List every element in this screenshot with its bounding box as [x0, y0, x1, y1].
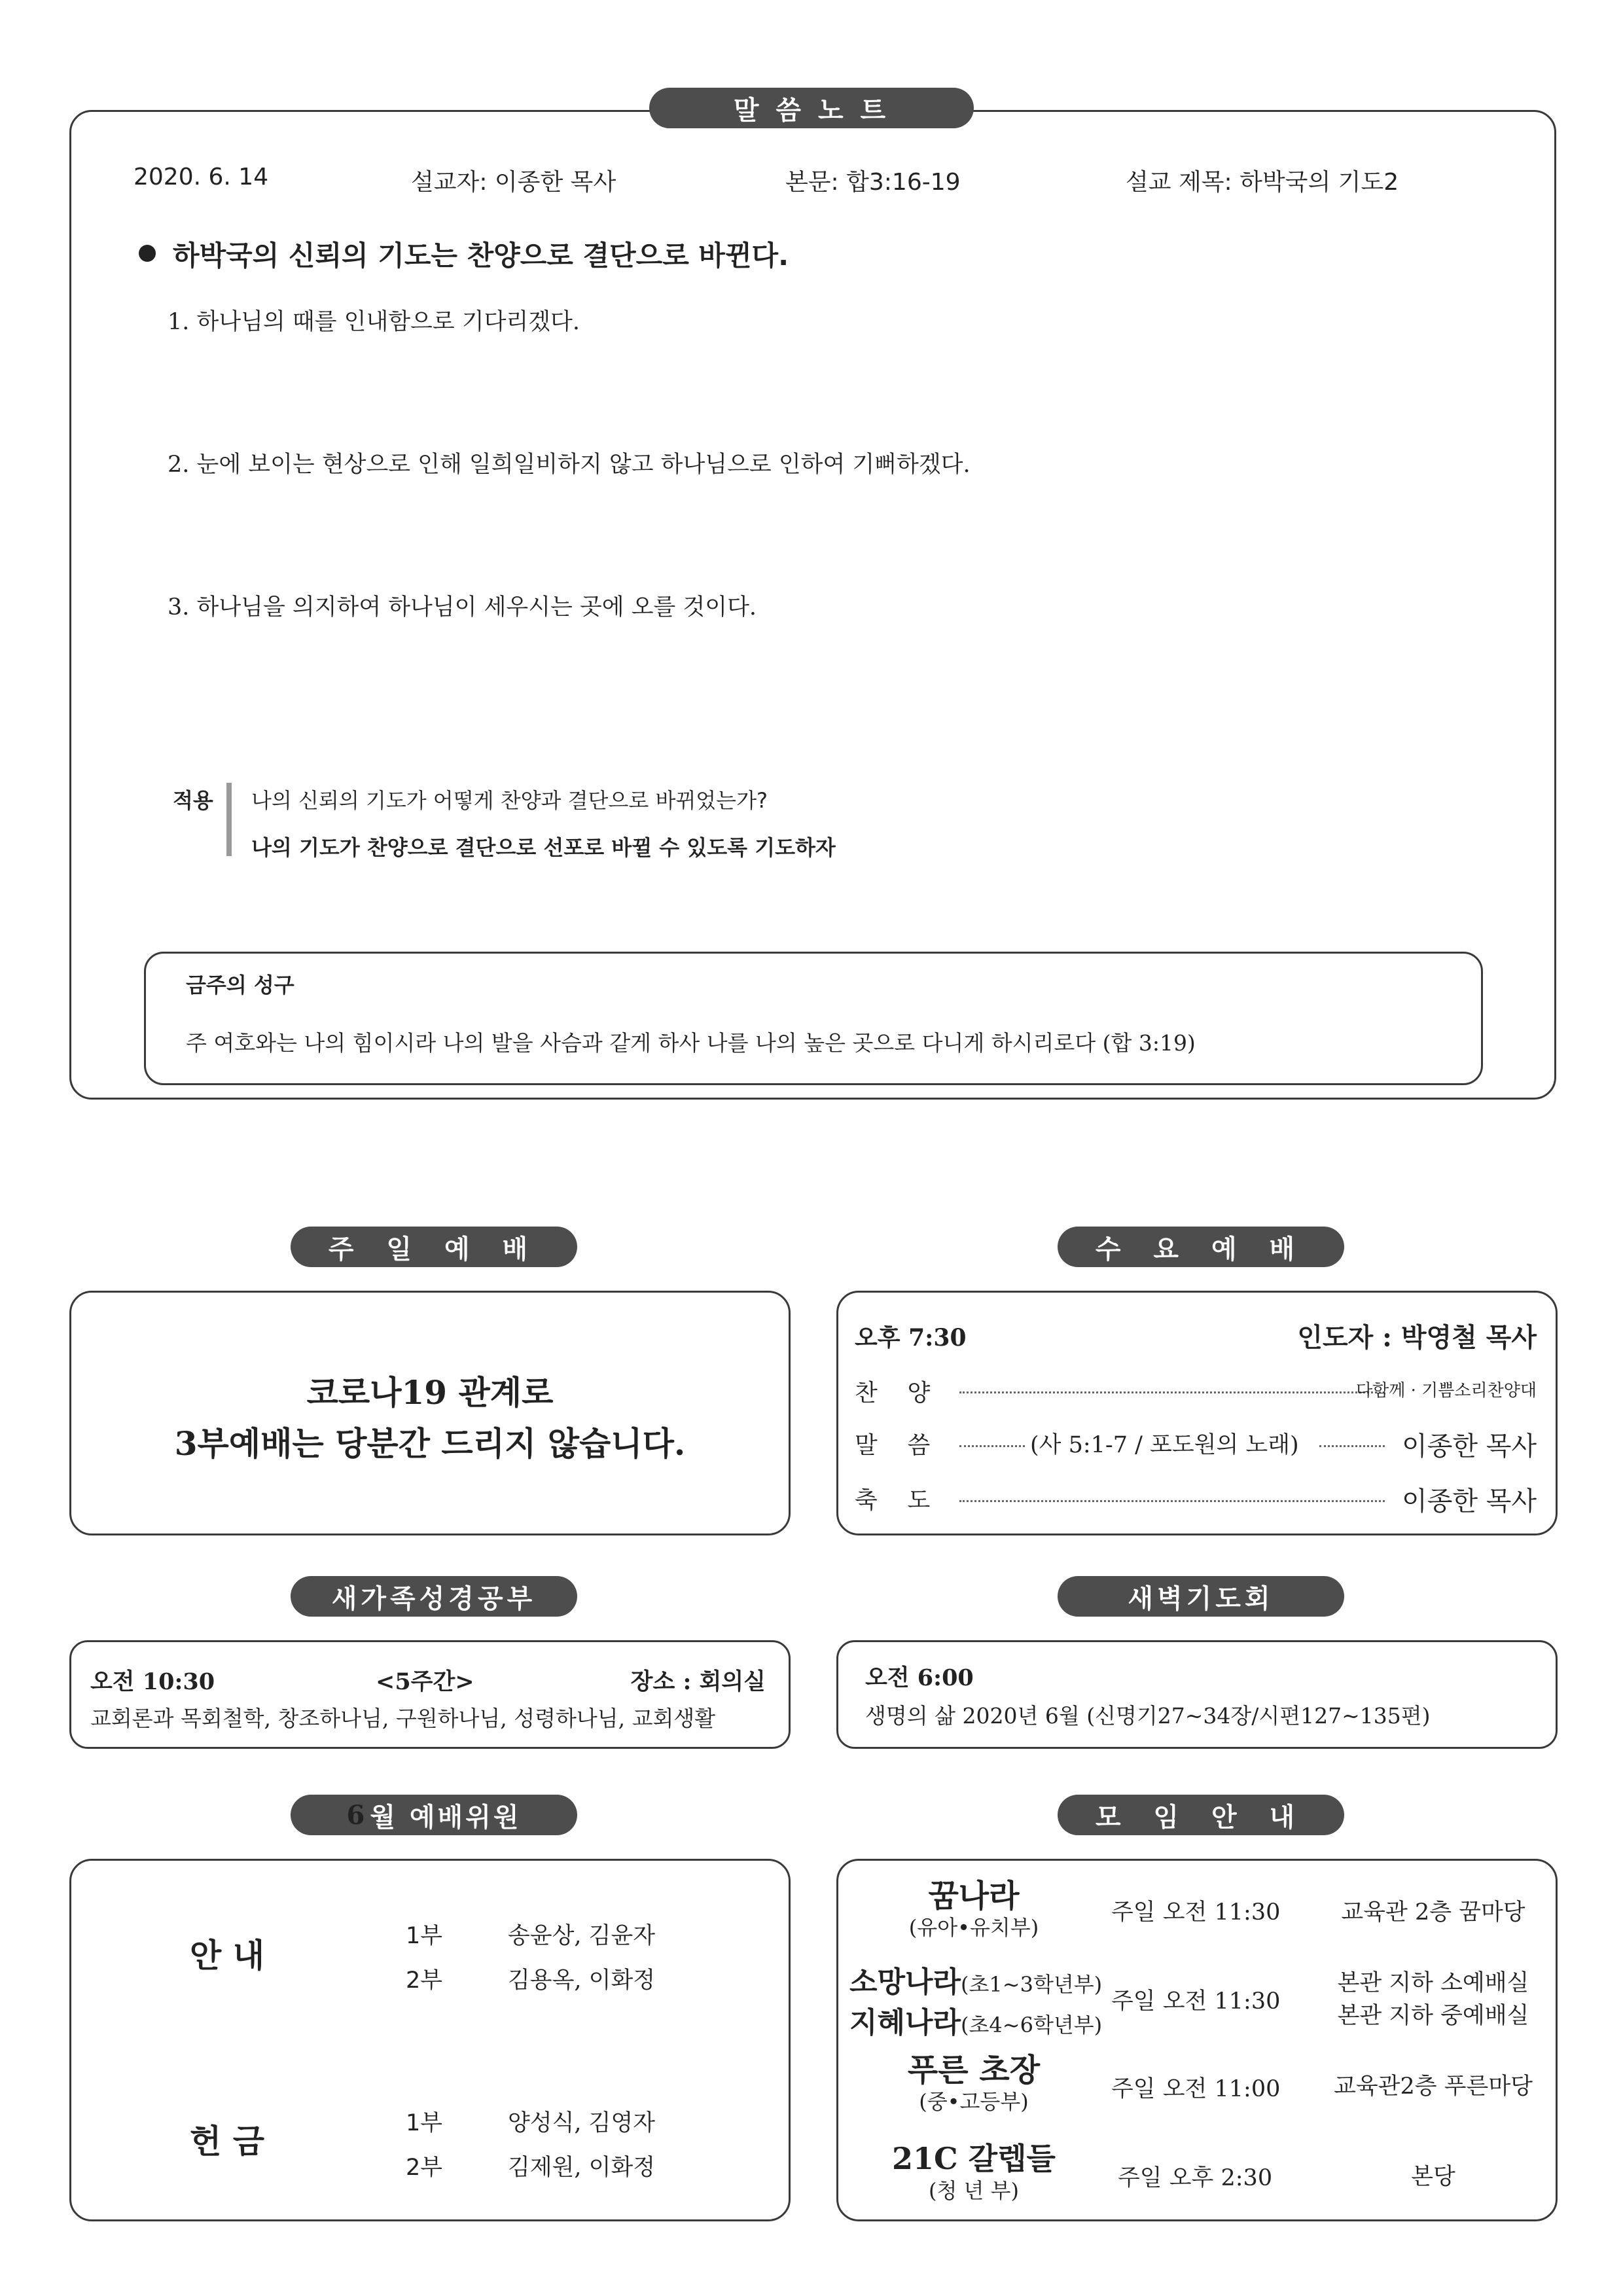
meeting-dreamland-name: 꿈나라 [928, 1878, 1020, 1914]
weekly-verse-text: 주 여호와는 나의 힘이시라 나의 발을 사슴과 같게 하사 나를 나의 높은 곳으로 다니게 하시리로다 (합 3:19) [186, 1030, 1196, 1056]
committee-title-month: 6 [346, 1799, 365, 1831]
committee-title [291, 1795, 577, 1835]
dawn-prayer-time: 오전 6:00 [865, 1664, 974, 1691]
sunday-worship-title: 주 일 예 배 [291, 1227, 577, 1267]
sermon-title: 설교 제목: 하박국의 기도2 [1126, 169, 1399, 196]
apply-label: 적용 [173, 788, 213, 813]
wednesday-row-word-name: 말 씀 [855, 1432, 931, 1459]
sunday-notice-line-1: 코로나19 관계로 [306, 1373, 554, 1412]
committee-usher-part-1: 1부 [406, 1923, 443, 1949]
committee-offering-title: 헌 금 [190, 2122, 265, 2161]
meeting-greenpasture-name: 푸른 초장 [907, 2052, 1041, 2089]
dawn-prayer-box [836, 1640, 1558, 1749]
meeting-caleb-place: 본당 [1411, 2164, 1455, 2190]
wednesday-row-praise-name: 찬 양 [855, 1380, 931, 1407]
committee-title-text: 월 예배위원 [370, 1801, 522, 1833]
wednesday-row-word-dots-right [1319, 1445, 1385, 1447]
wednesday-row-blessing-dots [959, 1500, 1385, 1502]
meeting-wisdom-sub: (초4~6학년부) [961, 2013, 1103, 2037]
wednesday-row-word-middle: (사 5:1-7 / 포도원의 노래) [1030, 1432, 1299, 1458]
meeting-wisdom-name [849, 1999, 1102, 2041]
committee-usher-part-2: 2부 [406, 1967, 443, 1994]
wednesday-row-praise-right: 다함께 · 기쁨소리찬양대 [1356, 1381, 1537, 1401]
new-family-topics: 교회론과 목회철학, 창조하나님, 구원하나님, 성령하나님, 교회생활 [90, 1706, 716, 1731]
meeting-wisdom-place: 본관 지하 중예배실 [1337, 2003, 1529, 2029]
wednesday-worship-title: 수 요 예 배 [1058, 1227, 1344, 1267]
apply-line-2: 나의 기도가 찬양으로 결단으로 선포로 바뀔 수 있도록 기도하자 [251, 835, 836, 860]
wednesday-time: 오후 7:30 [855, 1324, 967, 1352]
meeting-elementary-time: 주일 오전 11:30 [1111, 1988, 1281, 2015]
sermon-note-title: 말 씀 노 트 [649, 88, 974, 128]
meeting-hope-name [849, 1958, 1102, 2000]
wednesday-row-word-dots-left [959, 1445, 1025, 1447]
sermon-date: 2020. 6. 14 [134, 164, 269, 190]
committee-offering-part-2: 2부 [406, 2155, 443, 2181]
new-family-time: 오전 10:30 [90, 1668, 215, 1695]
meetings-title: 모 임 안 내 [1058, 1795, 1344, 1835]
bullet-icon [139, 245, 156, 262]
sermon-preacher: 설교자: 이종한 목사 [411, 169, 616, 196]
meeting-caleb-sub: (청 년 부) [928, 2178, 1020, 2203]
dawn-prayer-text: 생명의 삶 2020년 6월 (신명기27~34장/시편127~135편) [865, 1703, 1431, 1729]
meeting-hope-title: 소망나라 [849, 1965, 961, 1999]
committee-usher-names-2: 김용옥, 이화정 [508, 1967, 656, 1994]
wednesday-row-blessing-name: 축 도 [855, 1487, 931, 1514]
new-family-weeks: <5주간> [376, 1668, 474, 1695]
meeting-hope-place: 본관 지하 소예배실 [1337, 1970, 1529, 1996]
new-family-place: 장소 : 회의실 [630, 1668, 766, 1695]
committee-offering-part-1: 1부 [406, 2110, 443, 2136]
meeting-greenpasture-sub: (중•고등부) [919, 2089, 1029, 2114]
committee-offering-names-2: 김제원, 이화정 [508, 2155, 656, 2181]
meeting-caleb-name: 21C 갈렙들 [892, 2141, 1056, 2176]
wednesday-row-praise-leader-dots [959, 1391, 1385, 1393]
meeting-dreamland-sub: (유아•유치부) [908, 1915, 1039, 1940]
sermon-passage: 본문: 합3:16-19 [785, 169, 961, 196]
wednesday-leader: 인도자 : 박영철 목사 [1297, 1322, 1537, 1353]
weekly-verse-box [144, 952, 1483, 1085]
apply-divider [226, 783, 232, 856]
meeting-greenpasture-time: 주일 오전 11:00 [1111, 2076, 1281, 2102]
sermon-point-3: 3. 하나님을 의지하여 하나님이 세우시는 곳에 오를 것이다. [168, 594, 757, 620]
weekly-verse-label: 금주의 성구 [186, 973, 294, 997]
meeting-caleb-time: 주일 오후 2:30 [1118, 2165, 1273, 2191]
sermon-point-2: 2. 눈에 보이는 현상으로 인해 일희일비하지 않고 하나님으로 인하여 기뻐하겠다. [168, 452, 971, 478]
sermon-point-1: 1. 하나님의 때를 인내함으로 기다리겠다. [168, 309, 580, 335]
wednesday-row-blessing-right: 이종한 목사 [1402, 1486, 1537, 1516]
new-family-study-title: 새가족성경공부 [291, 1576, 577, 1617]
wednesday-row-word-right: 이종한 목사 [1402, 1431, 1537, 1462]
sermon-main-point: 하박국의 신뢰의 기도는 찬양으로 결단으로 바뀐다. [173, 240, 789, 272]
apply-line-1: 나의 신뢰의 기도가 어떻게 찬양과 결단으로 바뀌었는가? [251, 788, 768, 813]
committee-usher-title: 안 내 [190, 1936, 265, 1975]
meeting-dreamland-place: 교육관 2층 꿈마당 [1341, 1899, 1525, 1926]
meeting-hope-sub: (초1~3학년부) [961, 1972, 1103, 1997]
committee-usher-names-1: 송윤상, 김윤자 [508, 1923, 656, 1949]
meeting-dreamland-time: 주일 오전 11:30 [1111, 1899, 1281, 1926]
dawn-prayer-title: 새벽기도회 [1058, 1576, 1344, 1617]
meeting-greenpasture-place: 교육관2층 푸른마당 [1334, 2073, 1533, 2100]
committee-offering-names-1: 양성식, 김영자 [508, 2110, 656, 2136]
meeting-wisdom-title: 지혜나라 [849, 2006, 961, 2039]
sunday-notice-line-2: 3부예배는 당분간 드리지 않습니다. [174, 1424, 686, 1463]
